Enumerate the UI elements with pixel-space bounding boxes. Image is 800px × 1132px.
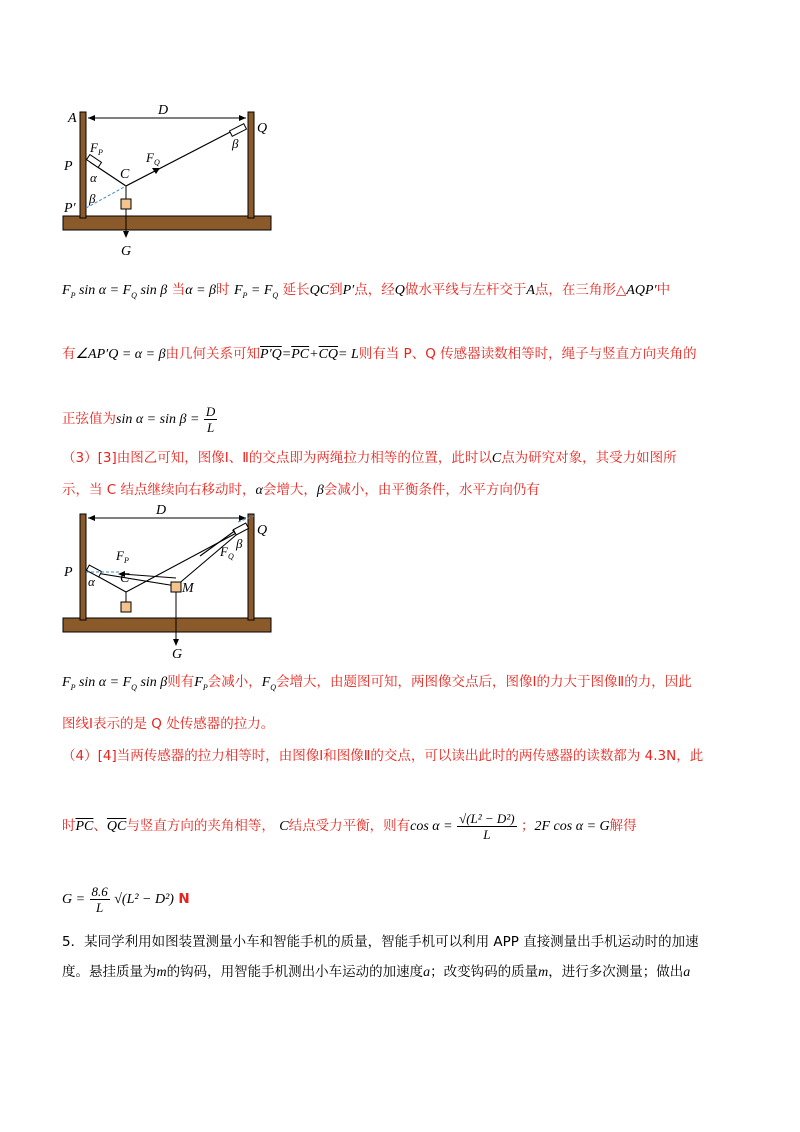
q5-line-2 bbox=[62, 962, 690, 983]
math-root: √(L² − D²) bbox=[114, 892, 174, 907]
label-D: D bbox=[158, 103, 169, 118]
text: 则有 bbox=[167, 674, 195, 690]
text: 点，经 bbox=[354, 282, 395, 298]
text-line-3 bbox=[62, 402, 217, 437]
math-alpha: α bbox=[255, 483, 263, 498]
label-beta-right: β bbox=[232, 136, 239, 151]
label-G: G bbox=[172, 647, 183, 660]
label-G: G bbox=[121, 244, 132, 259]
frac-num: √(L² − D²) bbox=[459, 810, 515, 826]
eq-force-balance-2: $F_P$ $\sin \alpha = F_Q$ sin β bbox=[62, 675, 168, 692]
label-FQ: $F_Q$ bbox=[146, 150, 160, 167]
text: 到 bbox=[329, 282, 343, 298]
text: 则有当 P、Q 传感器读数相等时，绳子与竖直方向夹角的 bbox=[358, 346, 697, 362]
math-FQ: $F_Q$ bbox=[261, 675, 277, 692]
eq-alpha-beta: α = β bbox=[185, 283, 216, 298]
label-Pprime: P′ bbox=[64, 201, 76, 216]
math-PC: $\overline{PC}$ bbox=[75, 819, 94, 834]
unit-N: N bbox=[178, 891, 190, 907]
frac-den: L bbox=[96, 899, 104, 915]
label-C: C bbox=[120, 167, 130, 182]
text: 图线Ⅰ表示的是 Q 处传感器的拉力。 bbox=[62, 716, 275, 732]
math-Q: Q bbox=[394, 283, 405, 298]
math-PpQ: P′Q bbox=[260, 347, 282, 362]
eq-sin: sin α = sin β = bbox=[116, 412, 200, 427]
text: 做水平线与左杆交于 bbox=[404, 282, 527, 298]
text: 会减小，由平衡条件，水平方向仍有 bbox=[323, 482, 540, 498]
text: 时 bbox=[216, 282, 230, 298]
math-a: a bbox=[683, 965, 691, 980]
math-beta: β bbox=[316, 483, 324, 498]
label-beta-left: β bbox=[89, 191, 96, 206]
label-FP: $F_P$ bbox=[90, 140, 103, 157]
fraction-sqrt bbox=[457, 811, 516, 842]
text: （4）[4]当两传感器的拉力相等时，由图像Ⅰ和图像Ⅱ的交点，可以读出此时的两传感器的读数都为 4.3N，此 bbox=[62, 748, 704, 764]
frac-num: D bbox=[205, 403, 216, 419]
figure-2-diagram bbox=[60, 500, 280, 660]
label-P: P bbox=[64, 565, 73, 580]
label-FP: $F_P$ bbox=[116, 548, 129, 565]
text-line-8 bbox=[62, 746, 703, 766]
fraction-8.6-L bbox=[90, 884, 110, 915]
math-A: A bbox=[526, 283, 535, 298]
label-FQ: $F_Q$ bbox=[220, 544, 234, 561]
math-FP: $F_P$ bbox=[194, 675, 208, 692]
text: 的钩码，用智能手机测出小车运动的加速度 bbox=[166, 964, 424, 980]
math-m: m bbox=[156, 965, 167, 980]
text-line-10 bbox=[62, 882, 190, 917]
text-line-9 bbox=[62, 806, 637, 847]
text: 时 bbox=[62, 818, 76, 834]
math-plus: + bbox=[309, 347, 319, 362]
text: 解得 bbox=[609, 818, 637, 834]
text: ；改变钩码的质量 bbox=[430, 964, 539, 980]
frac-den: L bbox=[483, 826, 491, 842]
math-AQP: AQP′ bbox=[626, 283, 657, 298]
label-D: D bbox=[156, 503, 167, 518]
text: 正弦值为 bbox=[62, 411, 116, 427]
text: 点，在三角形△ bbox=[534, 282, 627, 298]
math-C: C bbox=[491, 451, 502, 466]
text-line-4 bbox=[62, 448, 677, 469]
text: 结点受力平衡，则有 bbox=[288, 818, 411, 834]
math-a: a bbox=[423, 965, 431, 980]
figure-1-diagram bbox=[60, 100, 280, 260]
text: 会减小， bbox=[207, 674, 262, 690]
eq-fp-fq: $F_P = F_Q$ bbox=[233, 283, 279, 300]
text-line-7 bbox=[62, 714, 274, 734]
math-C: C bbox=[279, 819, 289, 834]
eq-G: G = bbox=[62, 892, 86, 907]
text: 、 bbox=[93, 818, 107, 834]
math-CQ: $\overline{CQ}$ bbox=[318, 347, 339, 362]
text-line-5 bbox=[62, 480, 540, 501]
eq-angle: ∠AP′Q = α = β bbox=[75, 347, 166, 362]
text: ，进行多次测量；做出 bbox=[548, 964, 684, 980]
text: 由几何关系可知 bbox=[165, 346, 261, 362]
frac-num: 8.6 bbox=[91, 883, 108, 899]
text-line-2 bbox=[62, 344, 697, 365]
text: ； bbox=[521, 818, 535, 834]
label-Q: Q bbox=[257, 523, 268, 538]
label-C: C bbox=[120, 571, 130, 586]
math-PC: $\overline{PC}$ bbox=[291, 347, 310, 362]
text: 中 bbox=[656, 282, 671, 298]
math-m: m bbox=[538, 965, 549, 980]
text: 与竖直方向的夹角相等， bbox=[126, 818, 275, 834]
text-line-6 bbox=[62, 672, 692, 698]
figure-2 bbox=[60, 500, 280, 660]
math-eq: = bbox=[281, 347, 292, 362]
text: 当 bbox=[171, 282, 186, 298]
label-P: P bbox=[64, 159, 73, 174]
label-beta: β bbox=[236, 536, 243, 551]
q5-line-1 bbox=[62, 932, 699, 952]
label-A: A bbox=[68, 111, 77, 126]
eq-2Fcos: 2F cos α = G bbox=[534, 819, 610, 834]
text: 点为研究对象，其受力如图所 bbox=[501, 450, 677, 466]
text: 会增大，由题图可知，两图像交点后，图像Ⅰ的力大于图像Ⅱ的力，因此 bbox=[276, 674, 692, 690]
figure-1 bbox=[60, 100, 280, 260]
label-alpha: α bbox=[88, 574, 95, 589]
eq-force-balance: $F_P$ $\sin \alpha = F_Q$ sin β bbox=[62, 283, 168, 300]
text-line-1 bbox=[62, 280, 670, 306]
label-M: M bbox=[182, 581, 194, 596]
text: 示，当 C 结点继续向右移动时， bbox=[62, 482, 256, 498]
frac-den: L bbox=[206, 419, 215, 435]
math-eqL: = L bbox=[338, 347, 359, 362]
text: 延长 bbox=[282, 282, 310, 298]
eq-cos: cos α = bbox=[410, 819, 453, 834]
text: （3）[3]由图乙可知，图像Ⅰ、Ⅱ的交点即为两绳拉力相等的位置，此时以 bbox=[62, 450, 492, 466]
fraction-D-L bbox=[204, 404, 217, 435]
label-Q: Q bbox=[257, 121, 268, 136]
math-QC: QC bbox=[309, 283, 330, 298]
text: 5．某同学利用如图装置测量小车和智能手机的质量，智能手机可以利用 APP 直接测量出手机运动时的加速 bbox=[62, 934, 699, 950]
math-QC: $\overline{QC}$ bbox=[106, 819, 127, 834]
label-alpha: α bbox=[90, 170, 97, 185]
text: 度。悬挂质量为 bbox=[62, 964, 157, 980]
text: 会增大， bbox=[262, 482, 317, 498]
math-Pprime: P′ bbox=[342, 283, 355, 298]
text: 有 bbox=[62, 346, 76, 362]
